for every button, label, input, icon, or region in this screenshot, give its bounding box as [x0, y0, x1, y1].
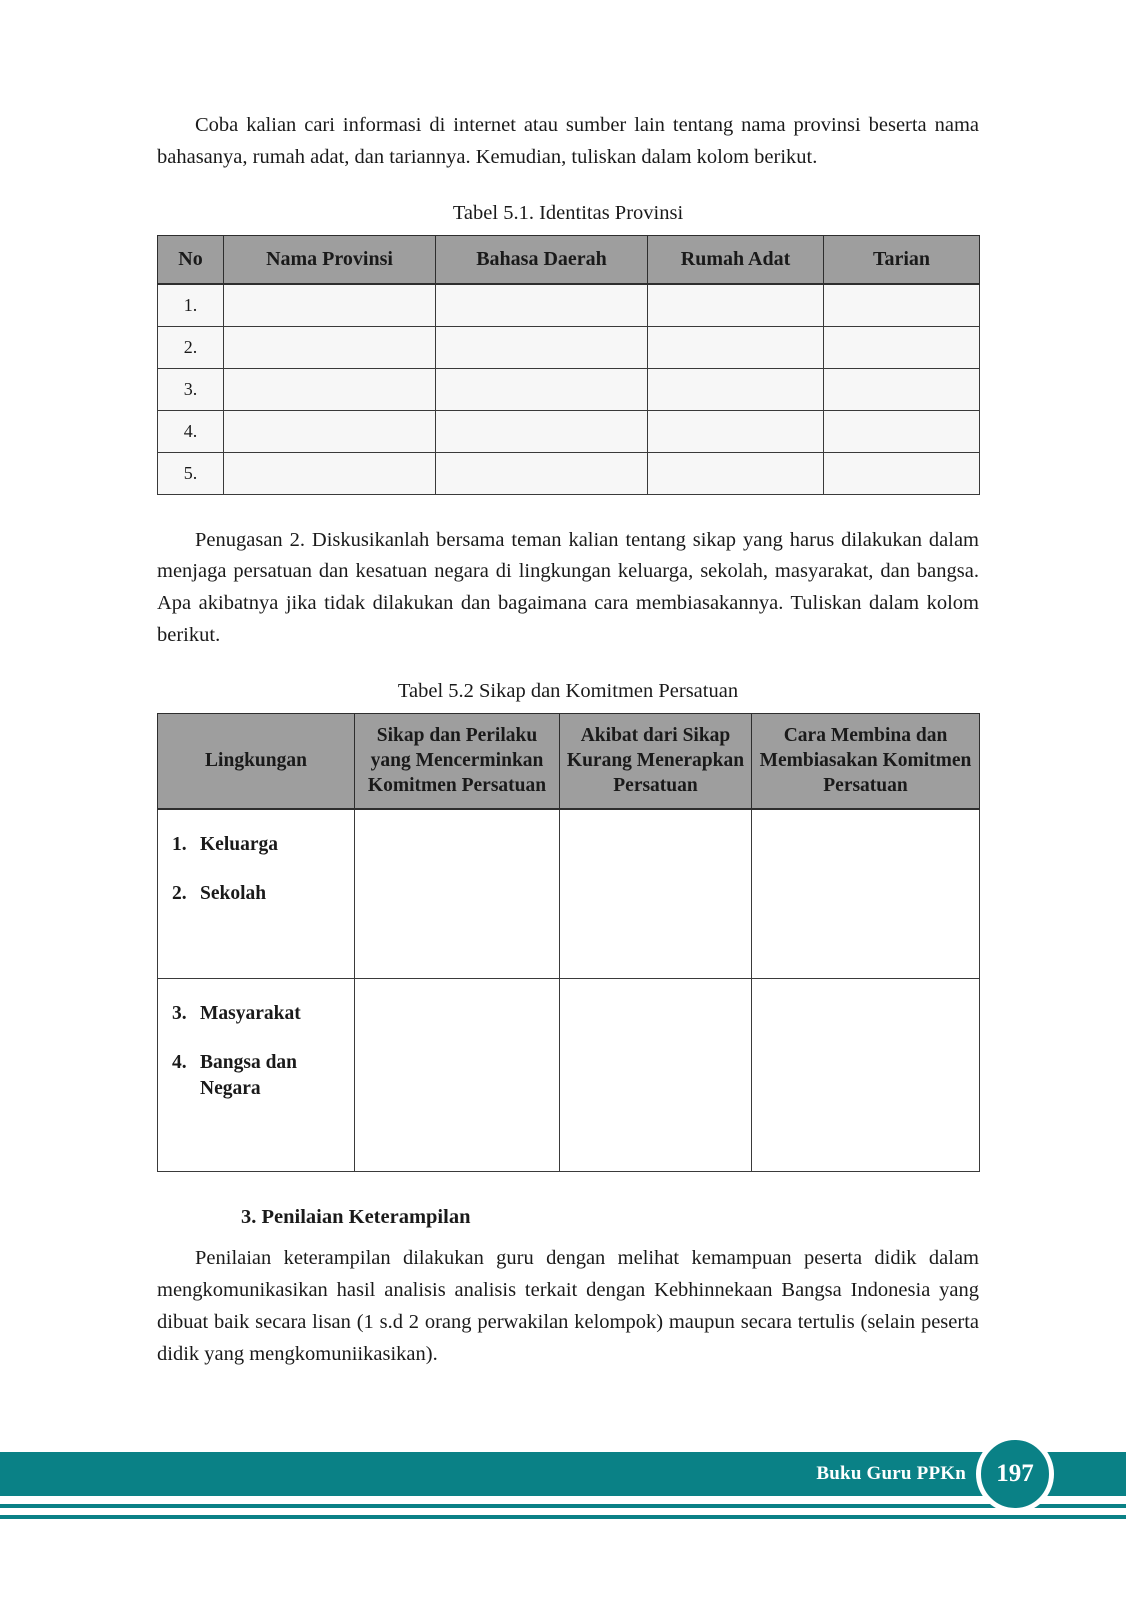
cell-no: 2. — [158, 326, 224, 368]
list-item-number: 4. — [172, 1051, 187, 1073]
cell-nama-provinsi[interactable] — [224, 452, 436, 494]
footer-book-title: Buku Guru PPKn — [816, 1463, 966, 1484]
task2-paragraph: Penugasan 2. Diskusikanlah bersama teman kalian tentang sikap yang harus dilakukan dalam menjaga persatuan dan kesatuan negara di lingkungan keluarga, sekolah, masyarakat, dan bangsa. Apa akibatnya jika tidak dilakukan dan bagaimana cara membiasakannya. Tuliskan dalam kolom berikut. — [157, 528, 979, 646]
cell-bahasa-daerah[interactable] — [436, 452, 648, 494]
cell-akibat[interactable] — [560, 979, 752, 1172]
table-identitas-body — [158, 284, 980, 495]
cell-rumah-adat[interactable] — [648, 368, 824, 410]
cell-sikap-perilaku[interactable] — [355, 809, 560, 979]
table-sikap-komitmen-persatuan — [157, 713, 980, 1173]
cell-cara-membina[interactable] — [752, 809, 980, 979]
footer-rule-top — [0, 1504, 1126, 1508]
cell-cara-membina[interactable] — [752, 979, 980, 1172]
list-item — [172, 1001, 342, 1027]
cell-rumah-adat[interactable] — [648, 452, 824, 494]
page-number-badge: 197 — [976, 1435, 1054, 1513]
cell-lingkungan-group-2 — [158, 979, 355, 1172]
column-header-rumah-adat: Rumah Adat — [648, 235, 824, 284]
cell-nama-provinsi[interactable] — [224, 368, 436, 410]
table-row — [158, 979, 980, 1172]
table-row — [158, 410, 980, 452]
cell-tarian[interactable] — [824, 326, 980, 368]
footer-rule-bottom — [0, 1515, 1126, 1519]
cell-nama-provinsi[interactable] — [224, 410, 436, 452]
cell-rumah-adat[interactable] — [648, 326, 824, 368]
cell-no: 1. — [158, 284, 224, 327]
table-identitas-caption: Tabel 5.1. Identitas Provinsi — [452, 201, 684, 224]
cell-tarian[interactable] — [824, 284, 980, 327]
column-header-akibat: Akibat dari Sikap Kurang Menerapkan Persatuan — [560, 713, 752, 809]
cell-bahasa-daerah[interactable] — [436, 284, 648, 327]
table-row — [158, 368, 980, 410]
table-identitas-provinsi — [157, 235, 980, 495]
intro-paragraph: Coba kalian cari informasi di internet atau sumber lain tentang nama provinsi beserta nama bahasanya, rumah adat, dan tariannya. Kemudian, tuliskan dalam kolom berikut. — [157, 114, 979, 168]
table-row — [158, 284, 980, 327]
cell-nama-provinsi[interactable] — [224, 326, 436, 368]
column-header-nama-provinsi: Nama Provinsi — [224, 235, 436, 284]
cell-tarian[interactable] — [824, 368, 980, 410]
list-item — [172, 1050, 342, 1103]
column-header-no: No — [158, 235, 224, 284]
list-item-number: 3. — [172, 1003, 187, 1025]
list-item — [172, 832, 342, 858]
list-item-number: 2. — [172, 882, 187, 904]
table-row — [158, 809, 980, 979]
table-header-row — [158, 713, 980, 809]
table-row — [158, 452, 980, 494]
list-item-label: Masyarakat — [200, 1003, 301, 1025]
section-paragraph: Penilaian keterampilan dilakukan guru dengan melihat kemampuan peserta didik dalam mengkomunikasikan hasil analisis analisis terkait dengan Kebhinnekaan Bangsa Indonesia yang dibuat baik secara lisan (1 s.d 2 orang perwakilan kelompok) maupun secara tertulis (selain peserta didik yang mengkomuniikasikan). — [157, 1247, 979, 1365]
column-header-tarian: Tarian — [824, 235, 980, 284]
list-item — [172, 881, 342, 907]
page-content — [157, 110, 979, 1371]
cell-no: 3. — [158, 368, 224, 410]
table-sikap-caption: Tabel 5.2 Sikap dan Komitmen Persatuan — [397, 679, 739, 702]
cell-tarian[interactable] — [824, 410, 980, 452]
table-row — [158, 326, 980, 368]
page-footer — [0, 1452, 1126, 1522]
cell-no: 5. — [158, 452, 224, 494]
column-header-lingkungan: Lingkungan — [158, 713, 355, 809]
cell-rumah-adat[interactable] — [648, 410, 824, 452]
cell-lingkungan-group-1 — [158, 809, 355, 979]
list-item-number: 1. — [172, 834, 187, 856]
cell-nama-provinsi[interactable] — [224, 284, 436, 327]
cell-tarian[interactable] — [824, 452, 980, 494]
column-header-bahasa-daerah: Bahasa Daerah — [436, 235, 648, 284]
cell-no: 4. — [158, 410, 224, 452]
cell-bahasa-daerah[interactable] — [436, 326, 648, 368]
list-item-label: Bangsa dan Negara — [200, 1051, 298, 1100]
column-header-cara-membina: Cara Membina dan Membiasakan Komitmen Persatuan — [752, 713, 980, 809]
list-item-label: Keluarga — [200, 834, 278, 856]
cell-sikap-perilaku[interactable] — [355, 979, 560, 1172]
list-item-label: Sekolah — [200, 882, 267, 904]
cell-bahasa-daerah[interactable] — [436, 368, 648, 410]
cell-rumah-adat[interactable] — [648, 284, 824, 327]
table-sikap-header — [158, 713, 980, 809]
section-heading: 3. Penilaian Keterampilan — [241, 1206, 471, 1229]
table-header-row — [158, 235, 980, 284]
cell-bahasa-daerah[interactable] — [436, 410, 648, 452]
table-sikap-body — [158, 809, 980, 1172]
column-header-sikap-perilaku: Sikap dan Perilaku yang Mencerminkan Komitmen Persatuan — [355, 713, 560, 809]
cell-akibat[interactable] — [560, 809, 752, 979]
table-identitas-header — [158, 235, 980, 284]
